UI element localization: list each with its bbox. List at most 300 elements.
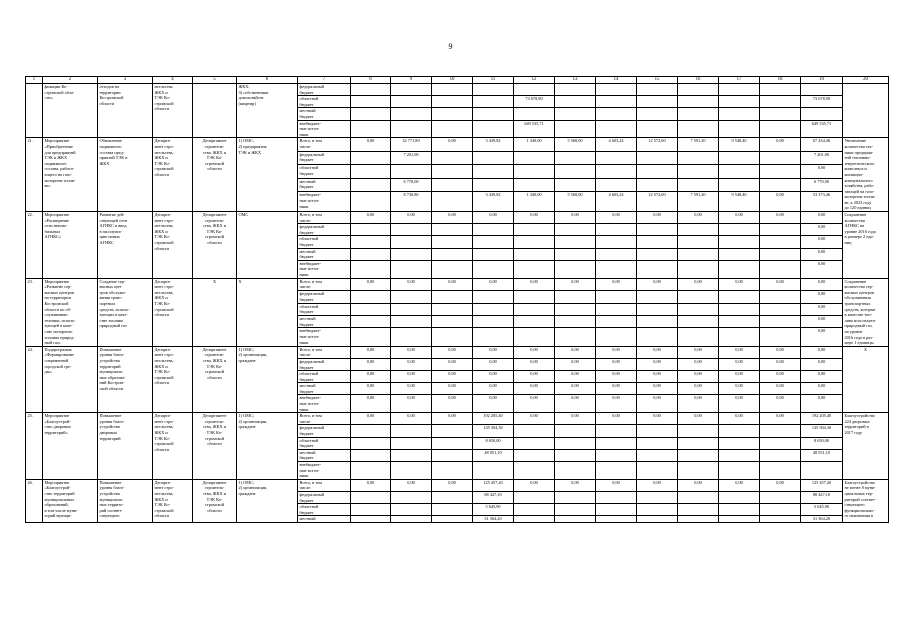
amount-cell — [637, 437, 678, 449]
amount-cell: 0,00 — [351, 278, 391, 290]
amount-cell — [351, 108, 391, 120]
amount-cell — [801, 108, 843, 120]
amount-cell: 0,00 — [391, 479, 432, 491]
funding-source: областной бюджет — [298, 236, 351, 248]
amount-cell — [555, 291, 596, 303]
funding-source: федеральный бюджет — [298, 224, 351, 236]
amount-cell: 0,00 — [801, 316, 843, 328]
responsible-executor: Департа- мент стро- ительства, ЖКХ и ТЭК Ко- стромской области — [153, 278, 193, 346]
amount-cell — [473, 224, 514, 236]
participants: 1) ОМС; 2) предприятия ТЭК и ЖКХ — [237, 138, 298, 212]
amount-cell — [391, 303, 432, 315]
amount-cell: 0,00 — [432, 413, 473, 425]
budget-manager: Департамент строитель- ства, ЖКХ и ТЭК Ко- стромской области — [193, 138, 237, 212]
amount-cell — [432, 425, 473, 437]
amount-cell: 8 730,80 — [391, 192, 432, 212]
amount-cell: 8 650,00 — [801, 437, 843, 449]
measure-name: Подпрограмма «Формирование современной городской сре- ды» — [43, 346, 98, 413]
amount-cell: 125 457,20 — [801, 479, 843, 491]
amount-cell — [678, 437, 719, 449]
amount-cell — [760, 291, 801, 303]
amount-cell — [473, 84, 514, 96]
amount-cell — [391, 425, 432, 437]
amount-cell — [514, 108, 555, 120]
amount-cell: 0,00 — [801, 278, 843, 290]
amount-cell — [637, 504, 678, 516]
amount-cell — [760, 504, 801, 516]
amount-cell — [473, 291, 514, 303]
amount-cell: 0,00 — [596, 346, 637, 358]
amount-cell — [514, 224, 555, 236]
amount-cell: 0,00 — [801, 236, 843, 248]
amount-cell: 3 439,82 — [473, 192, 514, 212]
amount-cell — [760, 236, 801, 248]
amount-cell — [473, 248, 514, 260]
amount-cell — [678, 291, 719, 303]
amount-cell: 0,00 — [391, 346, 432, 358]
amount-cell — [351, 224, 391, 236]
amount-cell: 0,00 — [760, 395, 801, 413]
amount-cell — [391, 437, 432, 449]
column-number: 9 — [391, 77, 432, 84]
amount-cell: 0,00 — [514, 358, 555, 370]
amount-cell — [719, 291, 760, 303]
amount-cell: 8 650,00 — [473, 437, 514, 449]
table-row — [26, 84, 889, 96]
amount-cell: 0,00 — [351, 383, 391, 395]
amount-cell — [351, 437, 391, 449]
row-number: 26. — [26, 479, 43, 522]
funding-source: местный бюджет — [298, 383, 351, 395]
amount-cell: 0,00 — [678, 479, 719, 491]
amount-cell: 0,00 — [555, 479, 596, 491]
amount-cell: 0,00 — [596, 413, 637, 425]
amount-cell — [351, 425, 391, 437]
amount-cell: 48 051,10 — [473, 449, 514, 461]
amount-cell: 53 373,46 — [801, 192, 843, 212]
amount-cell — [596, 437, 637, 449]
funding-source: внебюджет- ные источ- ники — [298, 462, 351, 480]
amount-cell — [596, 504, 637, 516]
amount-cell: 0,00 — [760, 413, 801, 425]
amount-cell: 0,00 — [432, 371, 473, 383]
column-number: 5 — [193, 77, 237, 84]
amount-cell — [432, 108, 473, 120]
amount-cell: 0,00 — [473, 358, 514, 370]
table-row — [26, 138, 889, 152]
amount-cell: 0,00 — [473, 346, 514, 358]
amount-cell: 0,00 — [719, 479, 760, 491]
amount-cell — [719, 248, 760, 260]
amount-cell — [678, 516, 719, 523]
amount-cell — [719, 437, 760, 449]
amount-cell — [351, 462, 391, 480]
amount-cell — [555, 425, 596, 437]
amount-cell: 5 568,00 — [555, 138, 596, 152]
amount-cell: 0,00 — [678, 383, 719, 395]
amount-cell — [678, 96, 719, 108]
amount-cell — [555, 504, 596, 516]
amount-cell — [596, 425, 637, 437]
expected-result: Повышение уровня благо- устройства муниципаль- ных террито- рий соответ- ствующего — [98, 479, 153, 522]
amount-cell — [678, 328, 719, 346]
funding-source: областной бюджет — [298, 504, 351, 516]
amount-cell: 0,00 — [596, 479, 637, 491]
amount-cell: 192 205,40 — [473, 413, 514, 425]
amount-cell — [432, 260, 473, 278]
amount-cell: 0,00 — [801, 346, 843, 358]
amount-cell: 7 201,00 — [391, 151, 432, 165]
amount-cell — [351, 151, 391, 165]
amount-cell — [514, 437, 555, 449]
responsible-executor: Департа- мент стро- ительства, ЖКХ и ТЭК Ко- стромской области — [153, 413, 193, 480]
expected-result: Обновление подвижного состава пред- приятий ТЭК и ЖКХ — [98, 138, 153, 212]
table-row — [26, 479, 889, 491]
row-number: 25. — [26, 413, 43, 480]
amount-cell — [473, 316, 514, 328]
amount-cell — [719, 178, 760, 192]
amount-cell — [596, 224, 637, 236]
amount-cell — [351, 84, 391, 96]
amount-cell — [432, 248, 473, 260]
amount-cell: 9 548,40 — [719, 192, 760, 212]
amount-cell — [596, 84, 637, 96]
amount-cell — [432, 165, 473, 179]
amount-cell — [719, 449, 760, 461]
amount-cell — [391, 224, 432, 236]
amount-cell — [760, 248, 801, 260]
budget-manager: Х — [193, 278, 237, 346]
amount-cell — [555, 437, 596, 449]
amount-cell: 0,00 — [391, 358, 432, 370]
amount-cell — [555, 224, 596, 236]
amount-cell: 0,00 — [555, 278, 596, 290]
amount-cell: 0,00 — [473, 395, 514, 413]
budget-manager — [193, 84, 237, 138]
amount-cell: 0,00 — [432, 278, 473, 290]
amount-cell — [760, 96, 801, 108]
amount-cell — [473, 178, 514, 192]
amount-cell: 0,00 — [678, 413, 719, 425]
amount-cell: 6 770,00 — [801, 178, 843, 192]
amount-cell — [678, 236, 719, 248]
measure-name: Мероприятие «Благоустрой- ство территорий муниципальных образований, в том числе муни- торий муници- — [43, 479, 98, 522]
amount-cell — [514, 328, 555, 346]
participants: ЖКХ; 3) собственники домохозяйств (квартир) — [237, 84, 298, 138]
amount-cell: 0,00 — [801, 165, 843, 179]
amount-cell — [514, 504, 555, 516]
row-number: 23. — [26, 278, 43, 346]
amount-cell — [351, 165, 391, 179]
amount-cell — [351, 491, 391, 503]
amount-cell — [637, 516, 678, 523]
amount-cell — [391, 328, 432, 346]
amount-cell — [678, 108, 719, 120]
amount-cell: 0,00 — [719, 212, 760, 224]
amount-cell — [678, 120, 719, 138]
amount-cell: 0,00 — [678, 358, 719, 370]
amount-cell: 0,00 — [801, 260, 843, 278]
amount-cell — [555, 516, 596, 523]
amount-cell: 0,00 — [596, 395, 637, 413]
amount-cell — [637, 84, 678, 96]
budget-manager: Департамент строитель- ства, ЖКХ и ТЭК Ко- стромской области — [193, 346, 237, 413]
funding-source: федеральный бюджет — [298, 151, 351, 165]
page-number: 9 — [448, 42, 453, 51]
participants: Х — [237, 278, 298, 346]
column-number: 17 — [719, 77, 760, 84]
amount-cell — [596, 516, 637, 523]
amount-cell — [596, 462, 637, 480]
amount-cell — [719, 151, 760, 165]
amount-cell: 0,00 — [514, 371, 555, 383]
funding-source: федеральный бюджет — [298, 425, 351, 437]
column-number: 12 — [514, 77, 555, 84]
indicator-result: Сохранение количества сер- висных центров обслуживания транспортных средств, которые в качестве топ- лива используют природный газ, на уровне 2016 года в раз- мере 1 единицы — [843, 278, 889, 346]
amount-cell — [555, 120, 596, 138]
amount-cell — [596, 151, 637, 165]
amount-cell — [760, 425, 801, 437]
indicator-result: Х — [843, 346, 889, 413]
amount-cell — [432, 192, 473, 212]
amount-cell — [637, 178, 678, 192]
budget-manager: Департамент строитель- ства, ЖКХ и ТЭК Ко- стромской области — [193, 413, 237, 480]
amount-cell — [719, 316, 760, 328]
amount-cell — [678, 224, 719, 236]
funding-source: местный бюджет — [298, 248, 351, 260]
amount-cell — [637, 151, 678, 165]
column-number: 4 — [153, 77, 193, 84]
amount-cell: 0,00 — [678, 278, 719, 290]
expected-result: Повышение уровня благо- устройства территорий муниципаль- ных образова- ний Костром- ской области — [98, 346, 153, 413]
amount-cell: 9 548,40 — [719, 138, 760, 152]
amount-cell: 0,00 — [760, 278, 801, 290]
amount-cell — [432, 303, 473, 315]
funding-source: областной бюджет — [298, 303, 351, 315]
amount-cell — [596, 449, 637, 461]
amount-cell: 1 340,00 — [514, 138, 555, 152]
amount-cell: 0,00 — [514, 383, 555, 395]
amount-cell — [678, 316, 719, 328]
amount-cell — [637, 108, 678, 120]
amount-cell — [719, 108, 760, 120]
amount-cell — [596, 120, 637, 138]
funding-source: областной бюджет — [298, 371, 351, 383]
amount-cell — [391, 165, 432, 179]
amount-cell — [596, 178, 637, 192]
amount-cell: 0,00 — [514, 395, 555, 413]
amount-cell: 0,00 — [555, 371, 596, 383]
funding-source: внебюджет- ные источ- ники — [298, 328, 351, 346]
amount-cell: 0,00 — [432, 395, 473, 413]
amount-cell — [391, 462, 432, 480]
expected-result: Повышение уровня благо- устройства дворовых территорий — [98, 413, 153, 480]
funding-source: местный бюджет — [298, 178, 351, 192]
amount-cell: 0,00 — [760, 479, 801, 491]
amount-cell — [596, 108, 637, 120]
amount-cell: 48 051,10 — [801, 449, 843, 461]
amount-cell — [473, 328, 514, 346]
amount-cell — [678, 491, 719, 503]
participants: 1) ОМС; 2) организации, граждане — [237, 346, 298, 413]
amount-cell — [678, 260, 719, 278]
amount-cell — [351, 328, 391, 346]
amount-cell — [473, 96, 514, 108]
amount-cell: 0,00 — [801, 358, 843, 370]
amount-cell: 0,00 — [637, 212, 678, 224]
amount-cell: 0,00 — [555, 358, 596, 370]
participants: ОМС — [237, 212, 298, 279]
amount-cell — [391, 516, 432, 523]
amount-cell — [555, 303, 596, 315]
amount-cell: 3 439,82 — [473, 138, 514, 152]
amount-cell — [637, 328, 678, 346]
amount-cell: 0,00 — [432, 383, 473, 395]
indicator-result — [843, 84, 889, 138]
amount-cell: 0,00 — [801, 303, 843, 315]
amount-cell — [596, 303, 637, 315]
measure-name: Мероприятие «Развитие сер- висных центров на территории Костромской области по об- служиванию техники, исполь- зующей в каче- стве моторного топлива природ- ный газ» — [43, 278, 98, 346]
amount-cell — [432, 437, 473, 449]
amount-cell: 0,00 — [432, 479, 473, 491]
amount-cell: 88 447,10 — [801, 491, 843, 503]
amount-cell: 0,00 — [391, 371, 432, 383]
amount-cell: 0,00 — [637, 278, 678, 290]
amount-cell: 31 364,20 — [801, 516, 843, 523]
amount-cell — [555, 108, 596, 120]
amount-cell — [760, 437, 801, 449]
amount-cell — [719, 224, 760, 236]
amount-cell: 0,00 — [596, 212, 637, 224]
measure-name: Мероприятие «Благоустрой- ство дворовых территорий» — [43, 413, 98, 480]
amount-cell — [596, 316, 637, 328]
amount-cell: 0,00 — [351, 479, 391, 491]
amount-cell: 0,00 — [351, 138, 391, 152]
amount-cell: 0,00 — [351, 212, 391, 224]
amount-cell — [391, 96, 432, 108]
amount-cell: 0,00 — [760, 138, 801, 152]
column-number: 14 — [596, 77, 637, 84]
funding-source: федеральный бюджет — [298, 358, 351, 370]
funding-source: внебюджет- ные источ- ники — [298, 395, 351, 413]
amount-cell — [514, 151, 555, 165]
amount-cell — [760, 108, 801, 120]
amount-cell — [596, 291, 637, 303]
amount-cell: 0,00 — [473, 212, 514, 224]
amount-cell — [637, 236, 678, 248]
amount-cell — [637, 120, 678, 138]
amount-cell — [391, 108, 432, 120]
amount-cell: 73 678,90 — [801, 96, 843, 108]
amount-cell — [514, 260, 555, 278]
amount-cell: 0,00 — [473, 278, 514, 290]
column-number: 3 — [98, 77, 153, 84]
amount-cell — [678, 151, 719, 165]
amount-cell: 5 645,90 — [473, 504, 514, 516]
amount-cell — [719, 165, 760, 179]
amount-cell: 0,00 — [760, 371, 801, 383]
column-number: 11 — [473, 77, 514, 84]
amount-cell: 0,00 — [760, 192, 801, 212]
amount-cell — [514, 291, 555, 303]
column-number: 16 — [678, 77, 719, 84]
amount-cell — [801, 84, 843, 96]
amount-cell — [555, 151, 596, 165]
funding-source: Всего, в том числе: — [298, 346, 351, 358]
responsible-executor: Департа- мент стро- ительства, ЖКХ и ТЭК Ко- стромской области — [153, 138, 193, 212]
amount-cell — [473, 260, 514, 278]
responsible-executor: Департа- мент стро- ительства, ЖКХ и ТЭК Ко- стромской области — [153, 479, 193, 522]
row-number: 24. — [26, 346, 43, 413]
funding-source: Всего, в том числе: — [298, 413, 351, 425]
amount-cell: 0,00 — [637, 346, 678, 358]
amount-cell: 0,00 — [801, 383, 843, 395]
amount-cell — [514, 449, 555, 461]
amount-cell — [391, 236, 432, 248]
amount-cell: 649 535,71 — [514, 120, 555, 138]
amount-cell — [555, 84, 596, 96]
amount-cell — [719, 491, 760, 503]
amount-cell — [514, 316, 555, 328]
amount-cell — [555, 178, 596, 192]
funding-source: Всего, в том числе: — [298, 212, 351, 224]
amount-cell: 7 591,20 — [678, 192, 719, 212]
row-number: 22. — [26, 212, 43, 279]
amount-cell: 0,00 — [678, 395, 719, 413]
amount-cell — [637, 303, 678, 315]
amount-cell — [596, 165, 637, 179]
amount-cell — [678, 303, 719, 315]
amount-cell: 0,00 — [678, 212, 719, 224]
responsible-executor: ительства, ЖКХ и ТЭК Ко- стромской области — [153, 84, 193, 138]
expected-result: Развитие дей- ствующей сети АГНКС и ввод в эксплуата- цию новых АГНКС — [98, 212, 153, 279]
amount-cell — [351, 260, 391, 278]
amount-cell: 0,00 — [432, 138, 473, 152]
amount-cell: 0,00 — [473, 383, 514, 395]
amount-cell — [760, 260, 801, 278]
amount-cell: 6 770,00 — [391, 178, 432, 192]
amount-cell — [678, 248, 719, 260]
amount-cell — [473, 120, 514, 138]
row-number — [26, 84, 43, 138]
amount-cell — [719, 303, 760, 315]
amount-cell — [391, 120, 432, 138]
amount-cell: 0,00 — [637, 371, 678, 383]
amount-cell: 5 568,00 — [555, 192, 596, 212]
amount-cell — [391, 316, 432, 328]
amount-cell — [473, 165, 514, 179]
amount-cell — [391, 449, 432, 461]
amount-cell — [432, 96, 473, 108]
amount-cell: 0,00 — [351, 371, 391, 383]
amount-cell: 0,00 — [719, 395, 760, 413]
amount-cell — [637, 425, 678, 437]
amount-cell: 0,00 — [801, 224, 843, 236]
amount-cell — [596, 260, 637, 278]
amount-cell: 5 645,90 — [801, 504, 843, 516]
amount-cell — [637, 260, 678, 278]
amount-cell — [351, 178, 391, 192]
amount-cell: 0,00 — [596, 358, 637, 370]
amount-cell: 0,00 — [555, 383, 596, 395]
amount-cell: 0,00 — [760, 383, 801, 395]
amount-cell — [351, 316, 391, 328]
amount-cell — [555, 96, 596, 108]
amount-cell: 0,00 — [514, 278, 555, 290]
amount-cell: 0,00 — [760, 346, 801, 358]
amount-cell — [760, 224, 801, 236]
program-table — [25, 76, 889, 523]
